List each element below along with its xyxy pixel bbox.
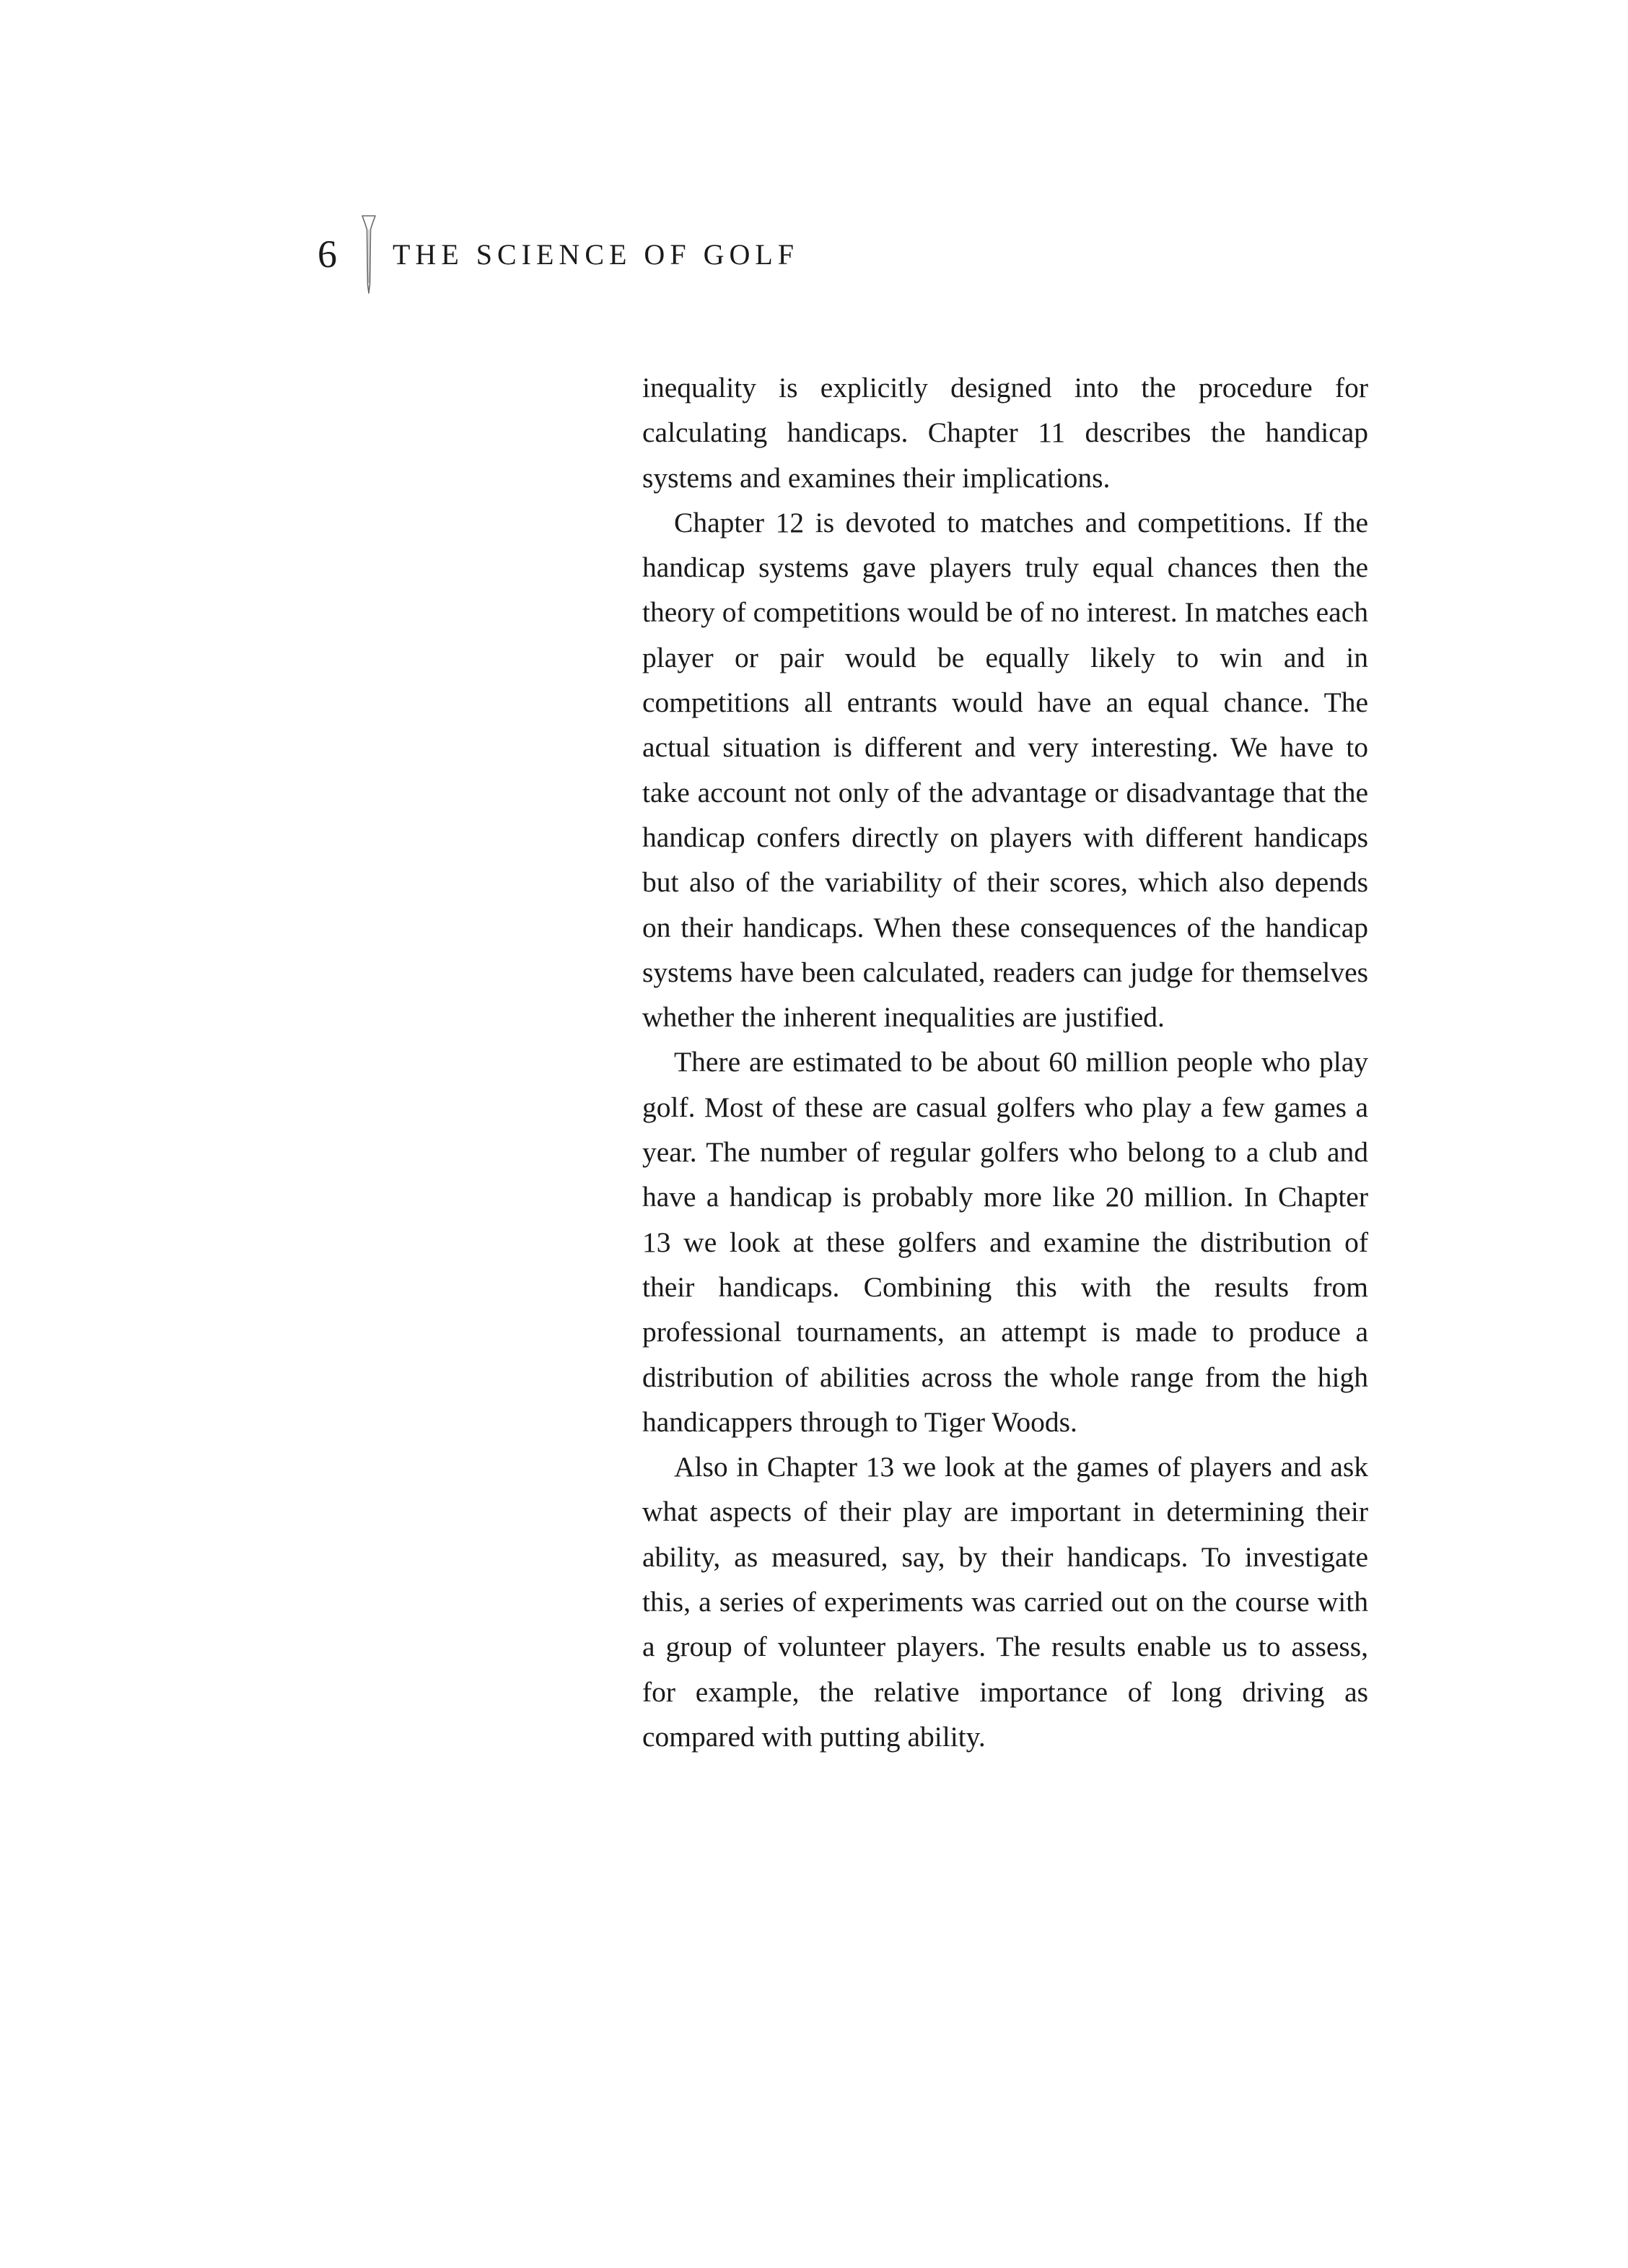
running-head: [318, 211, 799, 297]
paragraph: Also in Chapter 13 we look at the games of players and ask what aspects of their play are important in determining their ability, as measured, say, by their handicaps. To investigate this, a series of experiments was carried out on the course with a group of volunteer players. The results enable us to assess, for example, the relative importance of long driving as compared with putting ability.: [642, 1451, 1368, 1753]
running-title: THE SCIENCE OF GOLF: [393, 237, 800, 271]
body-text: [642, 365, 1368, 1759]
paragraph: Chapter 12 is devoted to matches and competitions. If the handicap systems gave players truly equal chances then the theory of competitions would be of no interest. In matches each player or pair would be equally likely to win and in competitions all entrants would have an equal chance. The actual situation is different and very interesting. We have to take account not only of the advantage or disadvantage that the handicap confers directly on players with different handicaps but also of the variability of their scores, which also depends on their handicaps. When these consequences of the handicap systems have been calculated, readers can judge for themselves whether the inherent inequalities are justified.: [642, 506, 1368, 1034]
golf-tee-icon: [361, 214, 377, 295]
page-number: 6: [318, 232, 337, 276]
paragraph: There are estimated to be about 60 million people who play golf. Most of these are casual golfers who play a few games a year. The number of regular golfers who belong to a club and have a handicap is probably more like 20 million. In Chapter 13 we look at these golfers and examine the distribution of their handicaps. Combining this with the results from professional tournaments, an attempt is made to produce a distribution of abilities across the whole range from the high handicappers through to Tiger Woods.: [642, 1046, 1368, 1438]
paragraph: inequality is explicitly designed into the procedure for calculating handicaps. Chapter 11 describes the handicap systems and examines their implications.: [642, 372, 1368, 494]
